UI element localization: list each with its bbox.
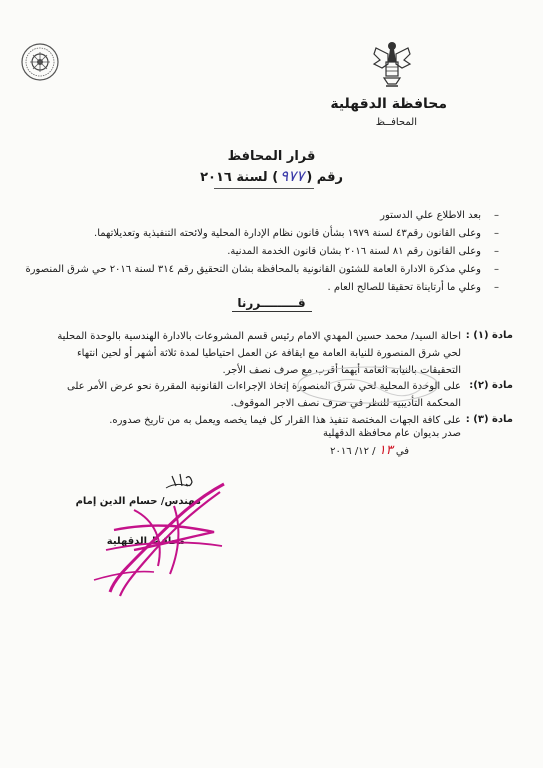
date-day-handwritten: ١٣: [378, 443, 393, 458]
article-text: على كافة الجهات المختصة تنفيذ هذا القرار كل فيما يخصه ويعمل به من تاريخ صدوره.: [109, 415, 461, 426]
decree-number-prefix: رقم (: [306, 170, 343, 185]
decree-number-value: ٩٧٧: [280, 167, 305, 185]
eagle-emblem-icon: [372, 40, 412, 92]
decided-underline: [232, 311, 312, 312]
decree-number-suffix: ) لسنة ٢٠١٦: [200, 170, 279, 185]
preamble-line: – وعلي مذكرة الادارة العامة للشئون القانونية بالمحافظة بشان التحقيق رقم ٣١٤ لسنة ٢٠١٦ حي شرق المنصورة: [25, 264, 499, 275]
preamble-text: وعلى القانون رقم٤٣ لسنة ١٩٧٩ بشأن قانون نظام الإدارة المحلية ولائحته التنفيذية وتعديلاتهما.: [94, 228, 481, 239]
preamble-text: وعلي ما أرتايناة تحقيقا للصالح العام .: [327, 282, 481, 293]
issued-at: صدر بديوان عام محافظة الدقهلية: [323, 428, 461, 439]
governorate-name: محافظة الدقهلية: [330, 96, 447, 112]
preamble-line: – وعلي ما أرتايناة تحقيقا للصالح العام .: [327, 282, 499, 293]
article-text: على الوحدة المحلية لحي شرق المنصورة إتخاذ الإجراءات القانونية المقررة نحو عرض الأمر على المحكمة التأديبية للنظر في صرف نصف الاجر الموقوف.: [67, 381, 461, 409]
decree-title: قرار المحافظ: [227, 149, 316, 164]
signatory-title: محافظ الدقهلية: [106, 536, 185, 547]
article-label: مادة (٢):: [469, 380, 513, 391]
decree-number: [200, 167, 343, 185]
governor-office-label: المحافــظ: [375, 117, 417, 128]
preamble-text: وعلي مذكرة الادارة العامة للشئون القانونية بالمحافظة بشان التحقيق رقم ٣١٤ لسنة ٢٠١٦ حي شرق المنصورة: [25, 264, 481, 275]
article-label: مادة (١) :: [465, 330, 513, 341]
signatory-name: مهندس/ حسام الدين إمام: [75, 496, 201, 507]
preamble-text: وعلى القانون رقم ٨١ لسنة ٢٠١٦ بشان قانون الخدمة المدنية.: [227, 246, 481, 257]
article-text: احالة السيد/ محمد حسين المهدي الامام رئيس قسم المشروعات بالادارة الهندسية بالوحدة المحلية لحي شرق المنصورة للنيابة العامة مع ايقافة عن العمل احتياطيا لمدة ثلاثة أشهر أو لحين انتهاء التحقيقات بالنيابة العامة أيهما أقرب مع صرف نصف الأجر.: [57, 331, 461, 376]
title-underline: [214, 188, 314, 189]
university-seal-icon: [20, 42, 60, 82]
article-label: مادة (٣) :: [465, 414, 513, 425]
handwritten-signature: [74, 470, 234, 600]
date-rest: / ١٢/ ٢٠١٦: [330, 446, 376, 457]
preamble-line: – وعلى القانون رقم٤٣ لسنة ١٩٧٩ بشأن قانون نظام الإدارة المحلية ولائحته التنفيذية وتعديلاتهما.: [94, 228, 499, 239]
date-prefix: في: [395, 446, 409, 457]
faint-stamp-watermark: [288, 360, 448, 410]
preamble-line: – بعد الاطلاع علي الدستور: [380, 210, 499, 221]
preamble-text: بعد الاطلاع علي الدستور: [380, 210, 481, 221]
preamble-line: – وعلى القانون رقم ٨١ لسنة ٢٠١٦ بشان قانون الخدمة المدنية.: [227, 246, 499, 257]
decided-heading: قـــــــــررنا: [237, 296, 306, 310]
decree-date: [330, 443, 409, 458]
